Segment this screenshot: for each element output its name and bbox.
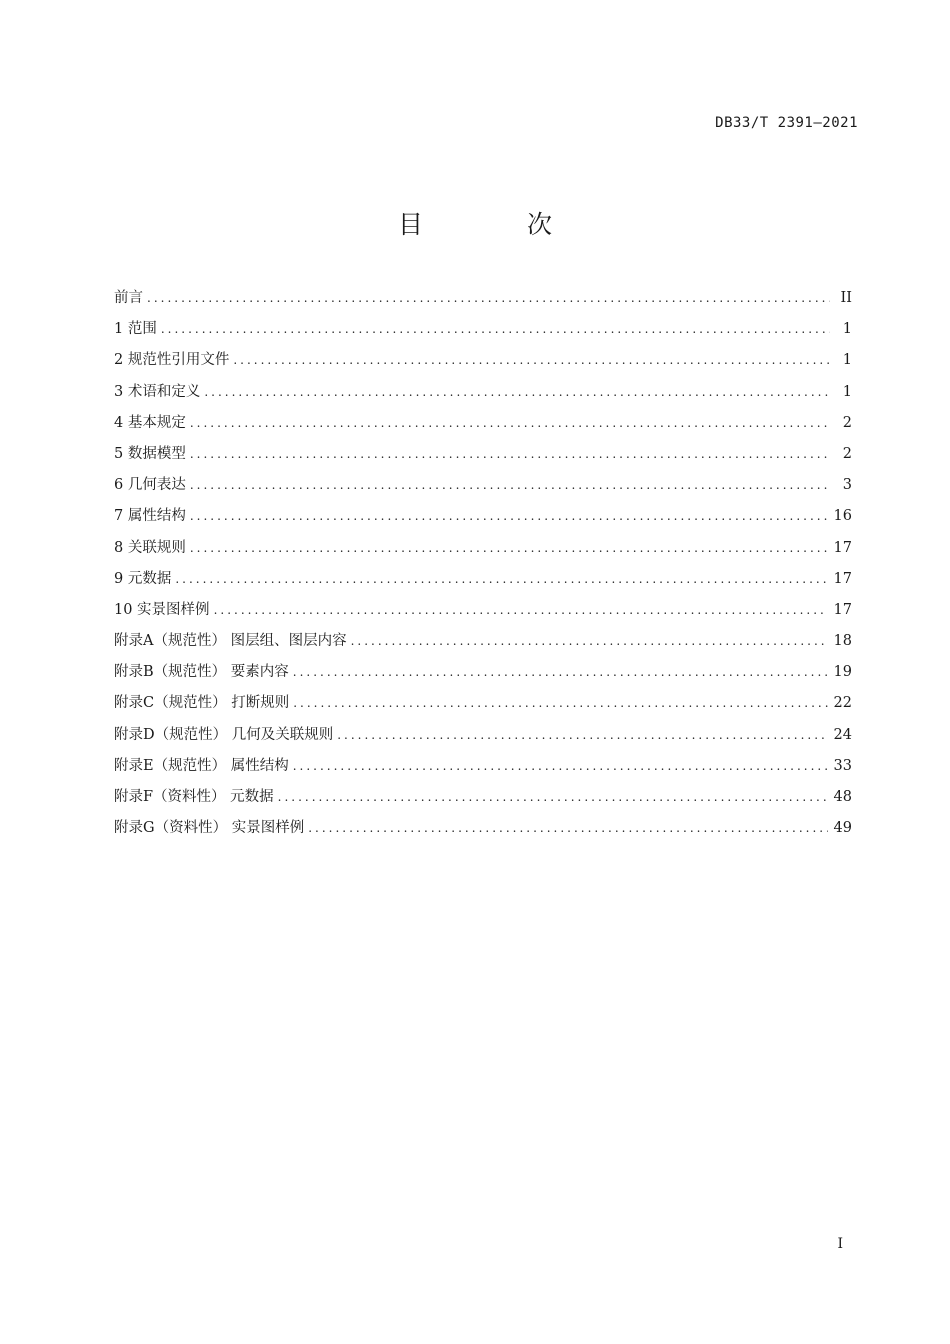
toc-entry-page: II bbox=[840, 290, 852, 306]
toc-entry-page: 49 bbox=[833, 820, 852, 837]
toc-entry-appendix-d[interactable] bbox=[114, 722, 852, 753]
dot-leader bbox=[293, 690, 827, 716]
toc-entry-label: 附录A（规范性） 图层组、图层内容 bbox=[114, 633, 347, 650]
toc-entry-page: 17 bbox=[833, 570, 852, 587]
dot-leader bbox=[190, 503, 828, 529]
toc-entry-label: 4 基本规定 bbox=[114, 414, 186, 431]
toc-entry-label: 附录G（资料性） 实景图样例 bbox=[114, 820, 305, 837]
toc-entry-label: 前言 bbox=[114, 290, 143, 306]
toc-entry-page: 17 bbox=[833, 601, 852, 618]
dot-leader bbox=[190, 472, 830, 498]
toc-entry-scope[interactable] bbox=[114, 316, 852, 347]
toc-list bbox=[114, 285, 852, 846]
toc-entry-appendix-e[interactable] bbox=[114, 753, 852, 784]
toc-entry-geometry[interactable] bbox=[114, 472, 852, 503]
toc-entry-label: 2 规范性引用文件 bbox=[114, 352, 230, 369]
toc-entry-page: 24 bbox=[833, 726, 852, 743]
toc-entry-appendix-b[interactable] bbox=[114, 659, 852, 690]
toc-entry-page: 17 bbox=[833, 539, 852, 556]
dot-leader bbox=[308, 815, 827, 841]
toc-entry-page: 33 bbox=[833, 757, 852, 774]
toc-entry-terms-definitions[interactable] bbox=[114, 379, 852, 410]
dot-leader bbox=[293, 659, 828, 685]
dot-leader bbox=[278, 784, 828, 810]
toc-entry-label: 7 属性结构 bbox=[114, 508, 186, 525]
toc-entry-label: 5 数据模型 bbox=[114, 445, 186, 462]
dot-leader bbox=[351, 628, 828, 654]
toc-entry-page: 1 bbox=[842, 321, 852, 338]
toc-entry-sample-map[interactable] bbox=[114, 597, 852, 628]
toc-entry-label: 1 范围 bbox=[114, 321, 157, 338]
toc-entry-appendix-c[interactable] bbox=[114, 690, 852, 721]
dot-leader bbox=[147, 285, 830, 311]
dot-leader bbox=[161, 316, 830, 342]
page-number: I bbox=[837, 1236, 843, 1252]
dot-leader bbox=[214, 597, 828, 623]
toc-entry-label: 附录C（规范性） 打断规则 bbox=[114, 695, 290, 712]
toc-entry-appendix-f[interactable] bbox=[114, 784, 852, 815]
toc-entry-page: 16 bbox=[833, 508, 852, 525]
toc-entry-page: 19 bbox=[833, 664, 852, 681]
toc-entry-page: 3 bbox=[842, 477, 852, 494]
toc-entry-foreword[interactable] bbox=[114, 285, 852, 316]
toc-title: 目 次 bbox=[398, 210, 600, 239]
toc-entry-label: 附录B（规范性） 要素内容 bbox=[114, 664, 289, 681]
toc-entry-normative-references[interactable] bbox=[114, 347, 852, 378]
toc-entry-attribute-structure[interactable] bbox=[114, 503, 852, 534]
toc-entry-label: 8 关联规则 bbox=[114, 539, 186, 556]
toc-entry-label: 3 术语和定义 bbox=[114, 383, 201, 400]
toc-entry-page: 48 bbox=[833, 789, 852, 805]
toc-entry-label: 附录E（规范性） 属性结构 bbox=[114, 757, 289, 774]
toc-entry-metadata[interactable] bbox=[114, 566, 852, 597]
toc-entry-page: 2 bbox=[842, 414, 852, 431]
toc-entry-basic-provisions[interactable] bbox=[114, 410, 852, 441]
toc-entry-label: 附录D（规范性） 几何及关联规则 bbox=[114, 726, 334, 743]
dot-leader bbox=[233, 347, 830, 373]
toc-entry-association-rules[interactable] bbox=[114, 535, 852, 566]
dot-leader bbox=[293, 753, 828, 779]
dot-leader bbox=[337, 722, 827, 748]
toc-entry-page: 1 bbox=[842, 352, 852, 369]
toc-entry-page: 22 bbox=[833, 695, 852, 712]
dot-leader bbox=[190, 441, 830, 467]
toc-entry-label: 9 元数据 bbox=[114, 570, 172, 587]
toc-entry-page: 2 bbox=[842, 445, 852, 462]
toc-entry-appendix-a[interactable] bbox=[114, 628, 852, 659]
toc-entry-label: 6 几何表达 bbox=[114, 477, 186, 494]
dot-leader bbox=[204, 379, 830, 405]
toc-entry-label: 附录F（资料性） 元数据 bbox=[114, 789, 274, 805]
standard-number: DB33/T 2391—2021 bbox=[715, 115, 858, 131]
toc-entry-appendix-g[interactable] bbox=[114, 815, 852, 846]
toc-entry-page: 1 bbox=[842, 383, 852, 400]
toc-entry-page: 18 bbox=[833, 633, 852, 650]
toc-entry-label: 10 实景图样例 bbox=[114, 601, 210, 618]
dot-leader bbox=[190, 410, 830, 436]
dot-leader bbox=[175, 566, 827, 592]
toc-entry-data-model[interactable] bbox=[114, 441, 852, 472]
dot-leader bbox=[190, 535, 828, 561]
